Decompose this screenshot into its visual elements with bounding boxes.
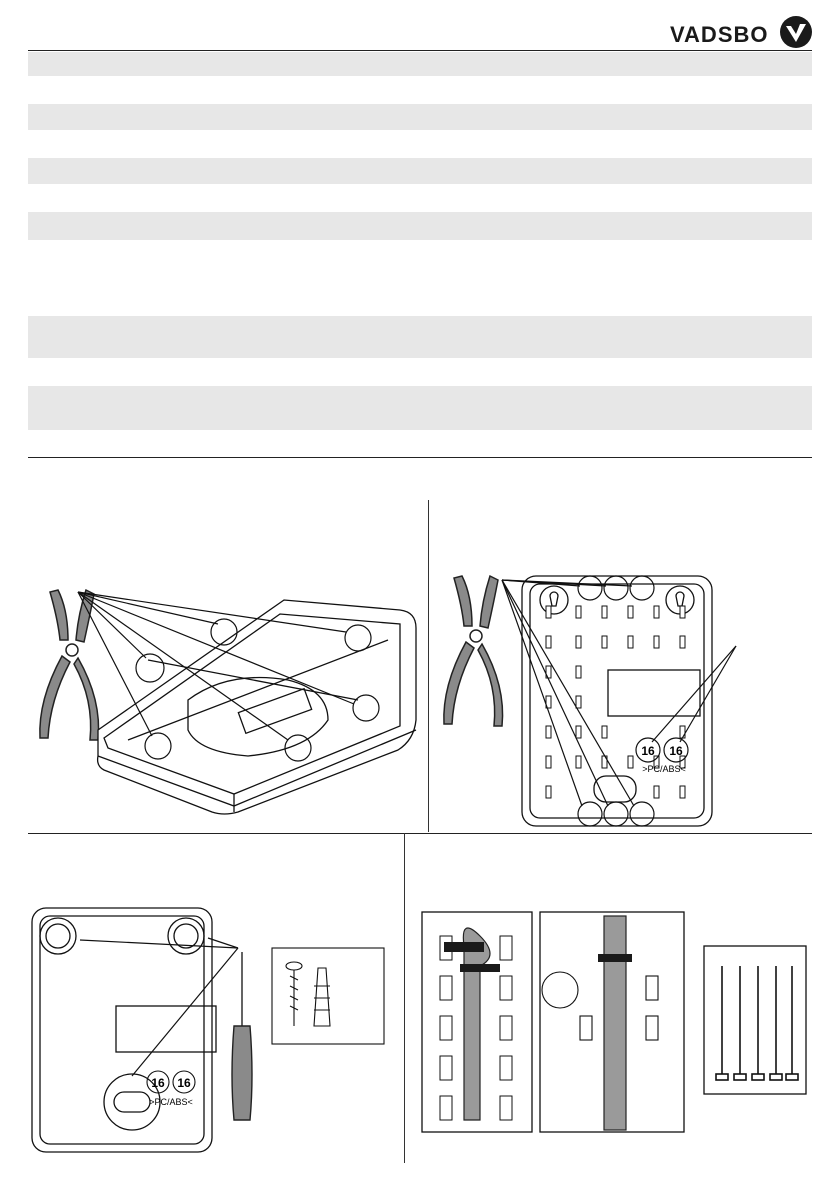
brand-logo-text: VADSBO: [670, 22, 769, 47]
cable-tie-1: [444, 942, 484, 952]
figure-d-cable-ties: [420, 906, 812, 1138]
figure-a-box-knockouts: [28, 580, 424, 830]
fig-c-material: >PC/ABS<: [149, 1097, 193, 1107]
cable-1: [463, 928, 490, 1120]
cable-tie-2: [460, 964, 500, 972]
screw-plug-inset: [272, 948, 384, 1044]
cable-ties-inset: [716, 966, 798, 1080]
cable-tie-3: [598, 954, 632, 962]
cable-2: [604, 916, 626, 1130]
figure-c-mounting: [28, 906, 398, 1156]
pliers-icon-b: [444, 576, 503, 726]
table-band-4: [28, 212, 812, 240]
fig-b-material: >PC/ABS<: [642, 764, 686, 774]
table-band-6: [28, 386, 812, 430]
table-band-3: [28, 158, 812, 184]
brand-logo-icon: [778, 14, 814, 50]
table-bottom-rule: [28, 457, 812, 458]
table-band-2: [28, 104, 812, 130]
header-rule: [28, 50, 812, 51]
divider-bottom-vertical: [404, 833, 405, 1163]
divider-middle-horizontal: [28, 833, 812, 834]
figure-b-box-top-view: [436, 566, 812, 832]
fig-b-terminal-1: 16: [641, 744, 655, 758]
pliers-icon: [40, 590, 99, 740]
table-band-5: [28, 316, 812, 358]
screwdriver-icon: [232, 952, 252, 1120]
fig-c-terminal-1: 16: [151, 1076, 165, 1090]
table-band-1: [28, 52, 812, 76]
divider-top-vertical: [428, 500, 429, 832]
fig-c-terminal-2: 16: [177, 1076, 191, 1090]
fig-b-terminal-2: 16: [669, 744, 683, 758]
